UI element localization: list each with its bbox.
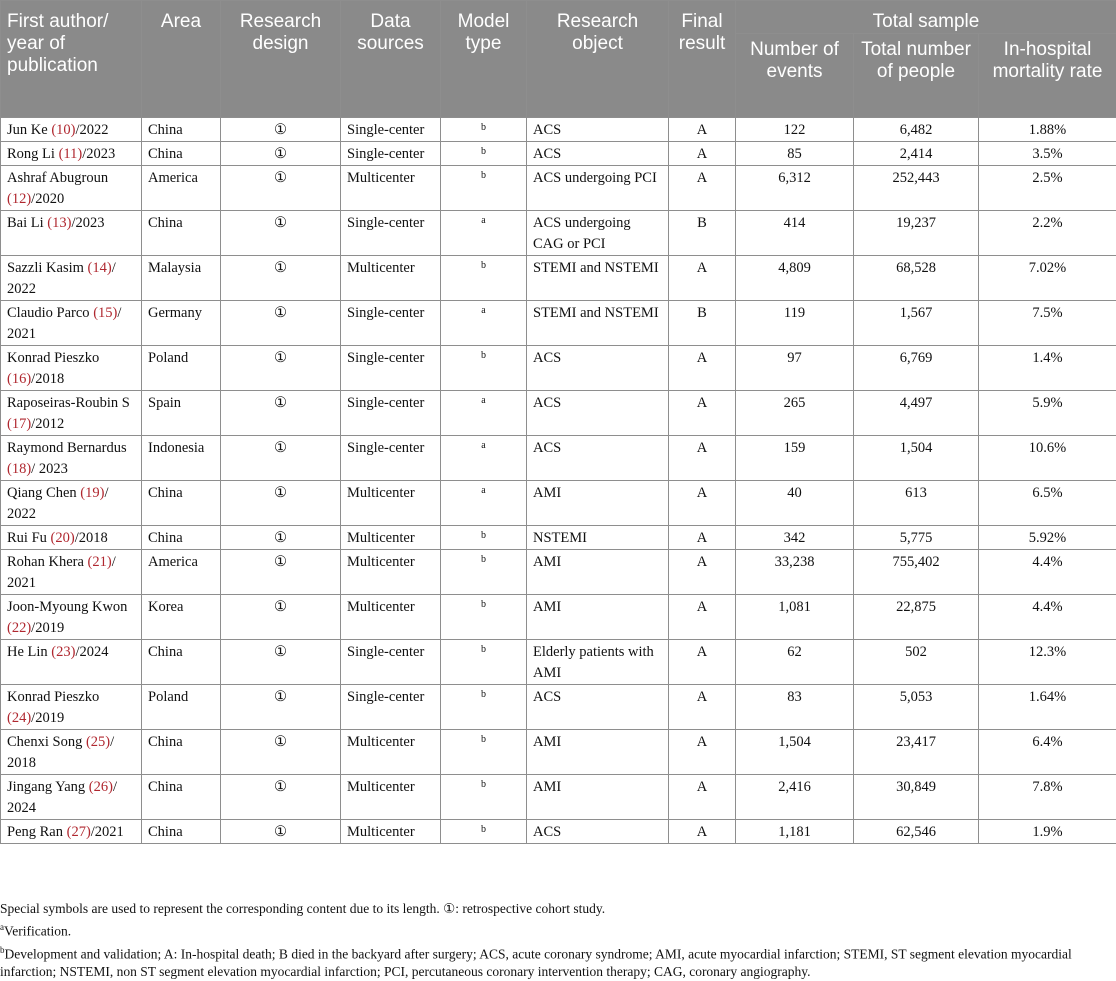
cell-author [1, 211, 142, 256]
table-row [1, 166, 1116, 211]
cell-object: ACS [527, 391, 669, 436]
cell-object: STEMI and NSTEMI [527, 256, 669, 301]
cell-people: 68,528 [854, 256, 979, 301]
table-row [1, 481, 1116, 526]
cell-final: A [669, 166, 736, 211]
cell-final: A [669, 595, 736, 640]
cell-area: Indonesia [142, 436, 221, 481]
publication-year: / 2021 [7, 554, 116, 591]
cell-mortality: 7.8% [979, 775, 1116, 820]
cell-people: 6,769 [854, 346, 979, 391]
cell-mortality: 5.9% [979, 391, 1116, 436]
cell-people: 30,849 [854, 775, 979, 820]
cell-area: China [142, 118, 221, 142]
cell-people: 502 [854, 640, 979, 685]
cell-author [1, 391, 142, 436]
cell-object: AMI [527, 550, 669, 595]
cell-people: 62,546 [854, 820, 979, 844]
cell-people: 252,443 [854, 166, 979, 211]
cell-events: 85 [736, 142, 854, 166]
cell-events: 1,181 [736, 820, 854, 844]
cell-sources: Multicenter [341, 775, 441, 820]
cell-final: A [669, 820, 736, 844]
cell-area: Korea [142, 595, 221, 640]
reference-link[interactable]: (14) [88, 260, 112, 276]
cell-sources: Multicenter [341, 526, 441, 550]
cell-model: b [441, 142, 527, 166]
cell-sources: Multicenter [341, 256, 441, 301]
cell-sources: Multicenter [341, 595, 441, 640]
cell-people: 1,504 [854, 436, 979, 481]
reference-link[interactable]: (24) [7, 710, 31, 726]
cell-object: AMI [527, 595, 669, 640]
header-people: Total number of people [854, 34, 979, 118]
author-name: He Lin [7, 644, 48, 660]
cell-final: A [669, 256, 736, 301]
cell-area: China [142, 526, 221, 550]
author-name: Raymond Bernardus [7, 440, 127, 456]
cell-events: 265 [736, 391, 854, 436]
cell-area: Poland [142, 685, 221, 730]
cell-design: ① [221, 256, 341, 301]
cell-final: A [669, 730, 736, 775]
reference-link[interactable]: (21) [88, 554, 112, 570]
table-row [1, 595, 1116, 640]
publication-year: /2018 [31, 371, 64, 387]
cell-people: 22,875 [854, 595, 979, 640]
cell-sources: Single-center [341, 118, 441, 142]
cell-area: China [142, 640, 221, 685]
cell-object: AMI [527, 481, 669, 526]
cell-people: 4,497 [854, 391, 979, 436]
cell-area: America [142, 166, 221, 211]
cell-mortality: 2.5% [979, 166, 1116, 211]
publication-year: /2012 [31, 416, 64, 432]
cell-model: a [441, 436, 527, 481]
author-name: Ashraf Abugroun [7, 170, 108, 186]
cell-author [1, 526, 142, 550]
reference-link[interactable]: (16) [7, 371, 31, 387]
table-row [1, 775, 1116, 820]
cell-object: ACS [527, 685, 669, 730]
cell-design: ① [221, 595, 341, 640]
cell-design: ① [221, 142, 341, 166]
header-final: Final result [669, 1, 736, 118]
cell-events: 2,416 [736, 775, 854, 820]
header-author: First author/ year of publication [1, 1, 142, 118]
cell-mortality: 6.5% [979, 481, 1116, 526]
table-row [1, 391, 1116, 436]
cell-author [1, 775, 142, 820]
cell-model: b [441, 550, 527, 595]
cell-final: A [669, 550, 736, 595]
cell-final: A [669, 640, 736, 685]
cell-model: b [441, 640, 527, 685]
cell-model: b [441, 595, 527, 640]
cell-people: 5,053 [854, 685, 979, 730]
table-row [1, 820, 1116, 844]
cell-events: 83 [736, 685, 854, 730]
author-name: Konrad Pieszko [7, 689, 99, 705]
cell-sources: Single-center [341, 211, 441, 256]
cell-object: ACS [527, 346, 669, 391]
cell-area: Spain [142, 391, 221, 436]
cell-final: A [669, 118, 736, 142]
cell-model: b [441, 256, 527, 301]
author-name: Peng Ran [7, 824, 63, 840]
cell-events: 122 [736, 118, 854, 142]
header-design: Research design [221, 1, 341, 118]
cell-design: ① [221, 436, 341, 481]
publication-year: /2023 [82, 146, 115, 162]
publication-year: / 2022 [7, 260, 116, 297]
cell-mortality: 1.4% [979, 346, 1116, 391]
cell-model: a [441, 391, 527, 436]
cell-events: 1,081 [736, 595, 854, 640]
author-name: Konrad Pieszko [7, 350, 99, 366]
cell-sources: Single-center [341, 436, 441, 481]
cell-final: A [669, 391, 736, 436]
cell-mortality: 2.2% [979, 211, 1116, 256]
footnote-b-text: Development and validation; A: In-hospital death; B died in the backyard after surgery; ACS, acute coronary syndrome; AMI, acute myocardial infarction; STEMI, ST segment elevation myocardial infarction; NSTEMI, non ST segment elevation myocardial infarction; PCI, percutaneous coronary intervention therapy; CAG, coronary angiography. [0, 946, 1072, 979]
cell-people: 613 [854, 481, 979, 526]
table-body [1, 118, 1116, 844]
cell-author [1, 118, 142, 142]
header-mortality: In-hospital mortality rate [979, 34, 1116, 118]
cell-object: ACS [527, 436, 669, 481]
cell-design: ① [221, 166, 341, 211]
cell-model: b [441, 346, 527, 391]
cell-mortality: 6.4% [979, 730, 1116, 775]
cell-final: A [669, 436, 736, 481]
cell-area: Malaysia [142, 256, 221, 301]
publication-year: / 2018 [7, 734, 114, 771]
cell-author [1, 730, 142, 775]
reference-link[interactable]: (22) [7, 620, 31, 636]
table-row [1, 301, 1116, 346]
cell-mortality: 1.64% [979, 685, 1116, 730]
author-name: Jun Ke [7, 122, 48, 138]
cell-object: ACS [527, 118, 669, 142]
cell-final: B [669, 211, 736, 256]
cell-final: A [669, 526, 736, 550]
cell-mortality: 3.5% [979, 142, 1116, 166]
cell-author [1, 685, 142, 730]
table-row [1, 142, 1116, 166]
author-name: Jingang Yang [7, 779, 85, 795]
table-row [1, 685, 1116, 730]
cell-mortality: 4.4% [979, 595, 1116, 640]
cell-design: ① [221, 211, 341, 256]
cell-mortality: 5.92% [979, 526, 1116, 550]
reference-link[interactable]: (18) [7, 461, 31, 477]
cell-area: China [142, 730, 221, 775]
cell-author [1, 481, 142, 526]
table-row [1, 550, 1116, 595]
reference-link[interactable]: (17) [7, 416, 31, 432]
publication-year: / 2024 [7, 779, 117, 816]
cell-events: 4,809 [736, 256, 854, 301]
cell-model: a [441, 301, 527, 346]
table-row [1, 256, 1116, 301]
cell-model: a [441, 211, 527, 256]
cell-model: a [441, 481, 527, 526]
table-row [1, 640, 1116, 685]
author-name: Claudio Parco [7, 305, 90, 321]
cell-model: b [441, 118, 527, 142]
author-name: Chenxi Song [7, 734, 82, 750]
publication-year: /2023 [71, 215, 104, 231]
cell-events: 62 [736, 640, 854, 685]
author-name: Rui Fu [7, 530, 47, 546]
cell-people: 1,567 [854, 301, 979, 346]
cell-object: ACS undergoing CAG or PCI [527, 211, 669, 256]
cell-sources: Multicenter [341, 166, 441, 211]
cell-area: Poland [142, 346, 221, 391]
reference-link[interactable]: (27) [67, 824, 91, 840]
cell-design: ① [221, 301, 341, 346]
cell-object: ACS [527, 142, 669, 166]
cell-author [1, 595, 142, 640]
cell-sources: Single-center [341, 346, 441, 391]
cell-area: China [142, 142, 221, 166]
footnote-a-text: Verification. [4, 924, 71, 939]
reference-link[interactable]: (12) [7, 191, 31, 207]
header-area: Area [142, 1, 221, 118]
cell-final: A [669, 142, 736, 166]
cell-design: ① [221, 640, 341, 685]
footnote-symbols: Special symbols are used to represent the corresponding content due to its length. ①: retrospective cohort study. [0, 900, 1116, 918]
table-header [1, 1, 1116, 118]
cell-events: 159 [736, 436, 854, 481]
table-row [1, 211, 1116, 256]
reference-link[interactable]: (25) [86, 734, 110, 750]
cell-design: ① [221, 820, 341, 844]
table-row [1, 526, 1116, 550]
cell-author [1, 166, 142, 211]
footnote-b-mark: b [0, 945, 5, 955]
header-object: Research object [527, 1, 669, 118]
footnote-b [0, 941, 1116, 981]
cell-area: China [142, 211, 221, 256]
cell-mortality: 7.02% [979, 256, 1116, 301]
table-row [1, 118, 1116, 142]
cell-area: China [142, 820, 221, 844]
reference-link[interactable]: (11) [59, 146, 83, 162]
reference-link[interactable]: (26) [89, 779, 113, 795]
cell-sources: Multicenter [341, 550, 441, 595]
cell-design: ① [221, 346, 341, 391]
header-sources: Data sources [341, 1, 441, 118]
cell-design: ① [221, 550, 341, 595]
cell-area: China [142, 481, 221, 526]
cell-author [1, 436, 142, 481]
cell-author [1, 256, 142, 301]
cell-mortality: 7.5% [979, 301, 1116, 346]
reference-link[interactable]: (15) [93, 305, 117, 321]
table-row [1, 346, 1116, 391]
author-name: Joon-Myoung Kwon [7, 599, 127, 615]
reference-link[interactable]: (13) [47, 215, 71, 231]
author-name: Rohan Khera [7, 554, 84, 570]
cell-object: ACS [527, 820, 669, 844]
cell-sources: Single-center [341, 301, 441, 346]
cell-object: AMI [527, 775, 669, 820]
cell-object: AMI [527, 730, 669, 775]
publication-year: / 2022 [7, 485, 109, 522]
cell-sources: Single-center [341, 142, 441, 166]
author-name: Raposeiras-Roubin S [7, 395, 130, 411]
cell-author [1, 346, 142, 391]
cell-people: 755,402 [854, 550, 979, 595]
publication-year: /2021 [91, 824, 124, 840]
cell-design: ① [221, 118, 341, 142]
cell-sources: Multicenter [341, 820, 441, 844]
header-model: Model type [441, 1, 527, 118]
cell-final: A [669, 775, 736, 820]
cell-design: ① [221, 391, 341, 436]
publication-year: / 2023 [31, 461, 68, 477]
cell-author [1, 640, 142, 685]
cell-people: 2,414 [854, 142, 979, 166]
cell-area: Germany [142, 301, 221, 346]
reference-link[interactable]: (10) [51, 122, 75, 138]
cell-object: NSTEMI [527, 526, 669, 550]
cell-sources: Single-center [341, 640, 441, 685]
cell-model: b [441, 685, 527, 730]
author-name: Sazzli Kasim [7, 260, 84, 276]
footnote-a [0, 918, 1116, 941]
cell-sources: Single-center [341, 685, 441, 730]
table-footnotes [0, 900, 1116, 981]
cell-design: ① [221, 775, 341, 820]
cell-events: 119 [736, 301, 854, 346]
cell-area: America [142, 550, 221, 595]
cell-events: 97 [736, 346, 854, 391]
publication-year: /2020 [31, 191, 64, 207]
header-total-sample: Total sample [736, 1, 1116, 34]
cell-final: A [669, 685, 736, 730]
cell-mortality: 1.9% [979, 820, 1116, 844]
cell-events: 40 [736, 481, 854, 526]
cell-sources: Single-center [341, 391, 441, 436]
cell-mortality: 10.6% [979, 436, 1116, 481]
cell-events: 342 [736, 526, 854, 550]
cell-model: b [441, 526, 527, 550]
cell-events: 33,238 [736, 550, 854, 595]
cell-model: b [441, 820, 527, 844]
cell-mortality: 4.4% [979, 550, 1116, 595]
author-name: Rong Li [7, 146, 55, 162]
cell-events: 6,312 [736, 166, 854, 211]
cell-mortality: 12.3% [979, 640, 1116, 685]
publication-year: /2019 [31, 710, 64, 726]
publication-year: /2018 [75, 530, 108, 546]
reference-link[interactable]: (23) [51, 644, 75, 660]
cell-people: 19,237 [854, 211, 979, 256]
publication-year: /2024 [75, 644, 108, 660]
publication-year: / 2021 [7, 305, 121, 342]
cell-people: 23,417 [854, 730, 979, 775]
cell-model: b [441, 775, 527, 820]
cell-object: ACS undergoing PCI [527, 166, 669, 211]
author-name: Bai Li [7, 215, 44, 231]
cell-author [1, 142, 142, 166]
cell-design: ① [221, 481, 341, 526]
cell-design: ① [221, 526, 341, 550]
cell-mortality: 1.88% [979, 118, 1116, 142]
reference-link[interactable]: (20) [51, 530, 75, 546]
publication-year: /2022 [75, 122, 108, 138]
cell-object: STEMI and NSTEMI [527, 301, 669, 346]
cell-people: 5,775 [854, 526, 979, 550]
cell-object: Elderly patients with AMI [527, 640, 669, 685]
table-row [1, 436, 1116, 481]
cell-model: b [441, 730, 527, 775]
publication-year: /2019 [31, 620, 64, 636]
cell-author [1, 550, 142, 595]
cell-people: 6,482 [854, 118, 979, 142]
cell-final: A [669, 481, 736, 526]
author-name: Qiang Chen [7, 485, 77, 501]
cell-design: ① [221, 730, 341, 775]
reference-link[interactable]: (19) [80, 485, 104, 501]
footnote-a-mark: a [0, 922, 4, 932]
cell-author [1, 820, 142, 844]
cell-events: 414 [736, 211, 854, 256]
cell-area: China [142, 775, 221, 820]
cell-model: b [441, 166, 527, 211]
cell-final: A [669, 346, 736, 391]
cell-sources: Multicenter [341, 481, 441, 526]
cell-design: ① [221, 685, 341, 730]
table-row [1, 730, 1116, 775]
cell-author [1, 301, 142, 346]
cell-sources: Multicenter [341, 730, 441, 775]
cell-final: B [669, 301, 736, 346]
header-events: Number of events [736, 34, 854, 118]
cell-events: 1,504 [736, 730, 854, 775]
